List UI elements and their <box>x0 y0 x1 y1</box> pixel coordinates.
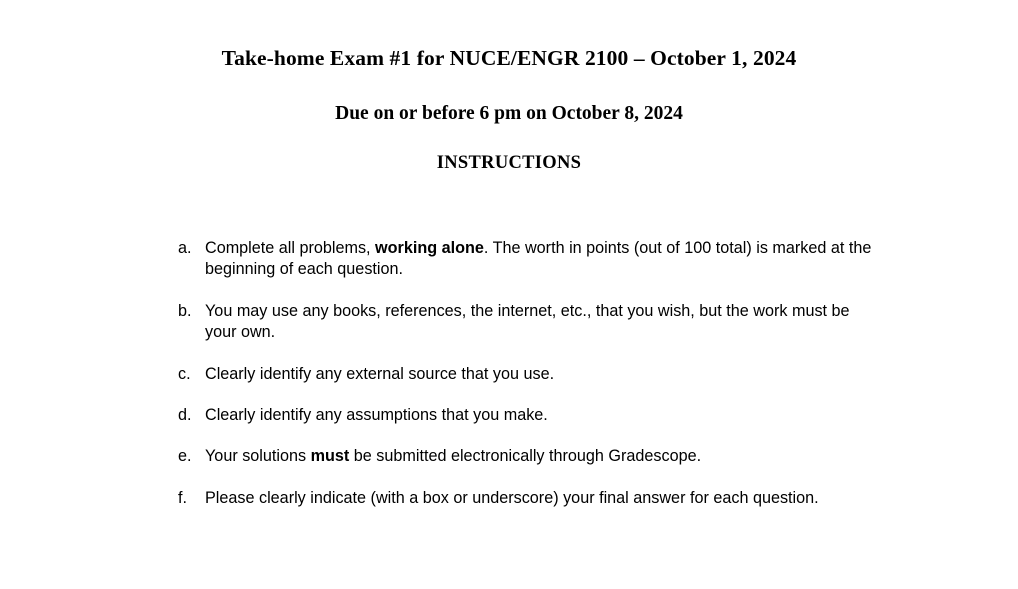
list-item-text <box>205 238 875 281</box>
document-header <box>0 0 1018 174</box>
page-title: Take-home Exam #1 for NUCE/ENGR 2100 – October 1, 2024 <box>221 46 797 70</box>
list-item-text <box>205 364 875 385</box>
emphasis-text: working alone <box>375 239 484 257</box>
plain-text: Your solutions <box>205 447 311 466</box>
plain-text: Please clearly indicate (with a box or underscore) your final answer for each question. <box>205 488 819 507</box>
plain-text: You may use any books, references, the internet, etc., that you wish, but the work must be your own. <box>205 301 850 342</box>
instructions-list <box>175 238 875 529</box>
list-item-text <box>205 405 875 426</box>
emphasis-text: must <box>310 447 350 466</box>
plain-text: Complete all problems, <box>205 239 376 257</box>
plain-text: be submitted electronically through Gradescope. <box>349 447 702 466</box>
list-item-marker: f. <box>178 488 187 507</box>
list-item-marker: b. <box>178 301 192 320</box>
list-item-marker: d. <box>178 405 192 424</box>
list-item <box>175 405 875 426</box>
list-item-marker: e. <box>178 447 192 466</box>
list-item <box>175 364 875 385</box>
list-item-marker: c. <box>178 364 191 383</box>
list-item-text <box>205 446 875 467</box>
list-item-text <box>205 301 875 344</box>
instructions-heading: INSTRUCTIONS <box>436 153 582 174</box>
list-item-text <box>205 488 875 509</box>
list-item-marker: a. <box>178 239 192 257</box>
plain-text: Clearly identify any external source that you use. <box>205 364 555 383</box>
list-item <box>175 301 875 344</box>
list-item <box>175 238 875 281</box>
plain-text: . The worth in points (out of 100 total) is marked at the beginning of each question. <box>205 239 872 279</box>
due-date-subtitle: Due on or before 6 pm on October 8, 2024 <box>335 102 683 124</box>
list-item <box>175 446 875 467</box>
plain-text: Clearly identify any assumptions that you make. <box>205 405 548 424</box>
list-item <box>175 488 875 509</box>
